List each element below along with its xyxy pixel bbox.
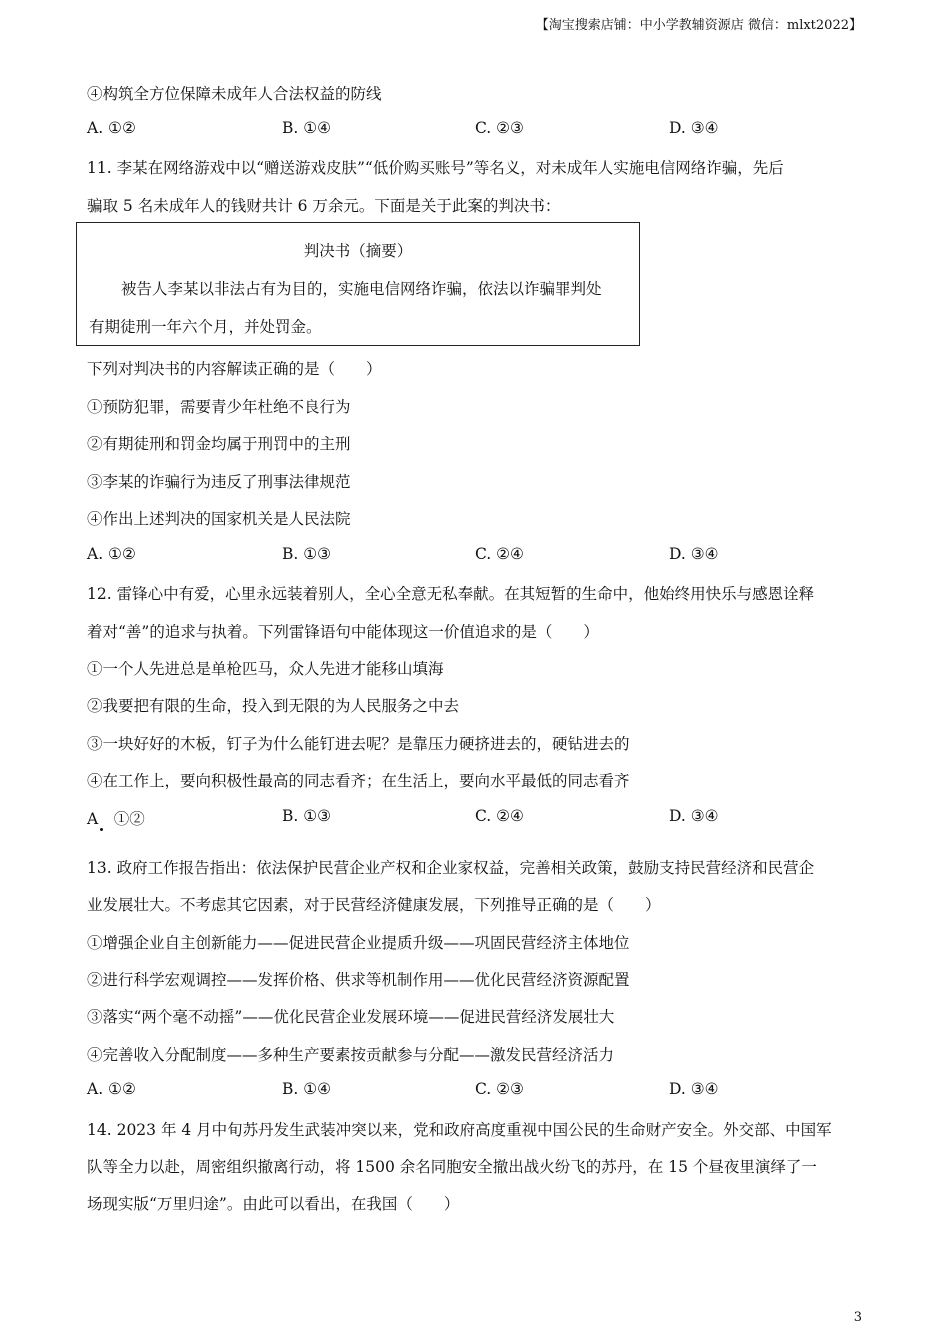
option-b: B. ①④ bbox=[282, 119, 332, 137]
option-a: A ①② bbox=[87, 810, 145, 828]
option-c: C. ②③ bbox=[475, 119, 524, 137]
q11-item-1: ①预防犯罪，需要青少年杜绝不良行为 bbox=[87, 398, 351, 416]
q12-item-3: ③一块好好的木板，钉子为什么能钉进去呢？是靠压力硬挤进去的，硬钻进去的 bbox=[87, 735, 630, 753]
q13-stem-line-2: 业发展壮大。不考虑其它因素，对于民营经济健康发展，下列推导正确的是（ ） bbox=[87, 896, 661, 914]
q14-stem-line-1: 14. 2023 年 4 月中旬苏丹发生武装冲突以来，党和政府高度重视中国公民的生命财产安全。外交部、中国军 bbox=[87, 1121, 832, 1139]
q14-stem-line-2: 队等全力以赴，周密组织撤离行动，将 1500 余名同胞安全撤出战火纷飞的苏丹，在 15 个昼夜里演绎了一 bbox=[87, 1158, 817, 1176]
judgment-line-2: 有期徒刑一年六个月，并处罚金。 bbox=[89, 318, 322, 336]
stray-dot-mark bbox=[100, 828, 103, 831]
q10-options bbox=[87, 119, 867, 141]
option-a: A. ①② bbox=[87, 119, 136, 137]
q12-item-1: ①一个人先进总是单枪匹马，众人先进才能移山填海 bbox=[87, 660, 444, 678]
q10-item-4: ④构筑全方位保障未成年人合法权益的防线 bbox=[87, 85, 382, 103]
option-c: C. ②③ bbox=[475, 1080, 524, 1098]
option-d: D. ③④ bbox=[669, 1080, 719, 1098]
q12-options bbox=[87, 807, 867, 829]
option-d: D. ③④ bbox=[669, 545, 719, 563]
q13-stem-line-1: 13. 政府工作报告指出：依法保护民营企业产权和企业家权益，完善相关政策，鼓励支持民营经济和民营企 bbox=[87, 859, 815, 877]
option-c: C. ②④ bbox=[475, 807, 524, 825]
q14-stem-line-3: 场现实版“万里归途”。由此可以看出，在我国（ ） bbox=[87, 1195, 460, 1213]
page-header: 【淘宝搜索店铺：中小学教辅资源店 微信：mlxt2022】 bbox=[535, 18, 862, 33]
q13-item-1: ①增强企业自主创新能力——促进民营企业提质升级——巩固民营经济主体地位 bbox=[87, 934, 630, 952]
q11-item-4: ④作出上述判决的国家机关是人民法院 bbox=[87, 510, 351, 528]
option-d: D. ③④ bbox=[669, 807, 719, 825]
option-b: B. ①③ bbox=[282, 545, 332, 563]
q11-options bbox=[87, 545, 867, 567]
q11-item-3: ③李某的诈骗行为违反了刑事法律规范 bbox=[87, 473, 351, 491]
option-b: B. ①④ bbox=[282, 1080, 332, 1098]
judgment-box bbox=[76, 222, 640, 346]
option-a: A. ①② bbox=[87, 1080, 136, 1098]
q13-item-4: ④完善收入分配制度——多种生产要素按贡献参与分配——激发民营经济活力 bbox=[87, 1046, 615, 1064]
q11-stem-line-2: 骗取 5 名未成年人的钱财共计 6 万余元。下面是关于此案的判决书： bbox=[87, 197, 561, 215]
option-a: A. ①② bbox=[87, 545, 136, 563]
judgment-title: 判决书（摘要） bbox=[303, 242, 413, 260]
judgment-line-1: 被告人李某以非法占有为目的，实施电信网络诈骗，依法以诈骗罪判处 bbox=[121, 280, 602, 298]
option-c: C. ②④ bbox=[475, 545, 524, 563]
option-d: D. ③④ bbox=[669, 119, 719, 137]
page-number: 3 bbox=[853, 1310, 862, 1325]
q13-item-3: ③落实“两个毫不动摇”——优化民营企业发展环境——促进民营经济发展壮大 bbox=[87, 1008, 615, 1026]
option-b: B. ①③ bbox=[282, 807, 332, 825]
q13-item-2: ②进行科学宏观调控——发挥价格、供求等机制作用——优化民营经济资源配置 bbox=[87, 971, 630, 989]
q12-item-4: ④在工作上，要向积极性最高的同志看齐；在生活上，要向水平最低的同志看齐 bbox=[87, 772, 630, 790]
q13-options bbox=[87, 1080, 867, 1102]
q12-item-2: ②我要把有限的生命，投入到无限的为人民服务之中去 bbox=[87, 697, 460, 715]
q12-stem-line-2: 着对“善”的追求与执着。下列雷锋语句中能体现这一价值追求的是（ ） bbox=[87, 623, 599, 641]
q12-stem-line-1: 12. 雷锋心中有爱，心里永远装着别人，全心全意无私奉献。在其短暂的生命中，他始终用快乐与感恩诠释 bbox=[87, 585, 815, 603]
q11-stem-line-1: 11. 李某在网络游戏中以“赠送游戏皮肤”“低价购买账号”等名义，对未成年人实施电信网络诈骗，先后 bbox=[87, 159, 784, 177]
q11-item-2: ②有期徒刑和罚金均属于刑罚中的主刑 bbox=[87, 435, 351, 453]
q11-question: 下列对判决书的内容解读正确的是（ ） bbox=[87, 360, 382, 378]
